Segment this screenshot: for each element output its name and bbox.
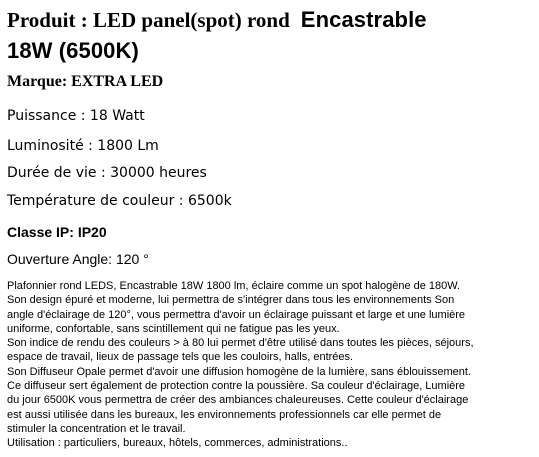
- title-separator: :: [75, 8, 93, 32]
- spec-ouverture-angle: Ouverture Angle: 120 °: [7, 251, 149, 267]
- classe-ip-value: IP20: [77, 224, 107, 240]
- product-label: Produit: [7, 8, 76, 32]
- description-line: uniforme, confortable, sans scintillement qui ne fatigue pas les yeux.: [7, 322, 340, 335]
- spec-luminosite: Luminosité : 1800 Lm: [7, 138, 159, 154]
- product-name-encastrable: Encastrable: [300, 7, 427, 32]
- product-name-power: 18W (6500K): [7, 38, 139, 63]
- description-line: est aussi utilisée dans les bureaux, les environnements professionnels car elle permet de: [7, 408, 442, 421]
- product-title: [7, 0, 535, 64]
- brand-line: [7, 72, 163, 92]
- spec-duree-de-vie: Durée de vie : 30000 heures: [7, 165, 207, 181]
- description-line: Ce diffuseur sert également de protection contre la poussière. Sa couleur d'éclairage, Lumière: [7, 380, 466, 393]
- brand-label: Marque:: [7, 73, 68, 90]
- description-line: Plafonnier rond LEDS, Encastrable 18W 1800 lm, éclaire comme un spot halogène de 180W.: [7, 280, 461, 292]
- spec-puissance: Puissance : 18 Watt: [7, 108, 145, 124]
- description-line: du jour 6500K vous permettra de créer des ambiances chaleureuses. Cette couleur d'éclairage: [7, 394, 469, 407]
- description-line: espace de travail, lieux de passage tels que les couloirs, halls, entrées.: [7, 351, 354, 364]
- brand-value: EXTRA LED: [71, 73, 164, 90]
- classe-ip-label: Classe IP:: [7, 224, 74, 240]
- description-line: Utilisation : particuliers, bureaux, hôtels, commerces, administrations..: [7, 437, 348, 450]
- description-line: angle d'éclairage de 120°, vous permettra d'avoir un éclairage puissant et large et une lumière: [7, 308, 466, 321]
- spec-classe-ip: [7, 223, 107, 241]
- product-sheet: [7, 0, 535, 450]
- description-line: Son design épuré et moderne, lui permettra de s'intégrer dans tous les environnements Son: [7, 294, 455, 307]
- spec-temperature: Température de couleur : 6500k: [7, 193, 232, 209]
- product-description: [7, 279, 535, 451]
- product-name: LED panel(spot) rond: [92, 8, 290, 32]
- description-line: Son Diffuseur Opale permet d'avoir une diffusion homogène de la lumière, sans éblouissement.: [7, 365, 471, 378]
- description-line: stimuler la concentration et le travail.: [7, 422, 186, 435]
- description-line: Son indice de rendu des couleurs > à 80 lui permet d'être utilisé dans toutes les pièces, séjours,: [7, 337, 474, 350]
